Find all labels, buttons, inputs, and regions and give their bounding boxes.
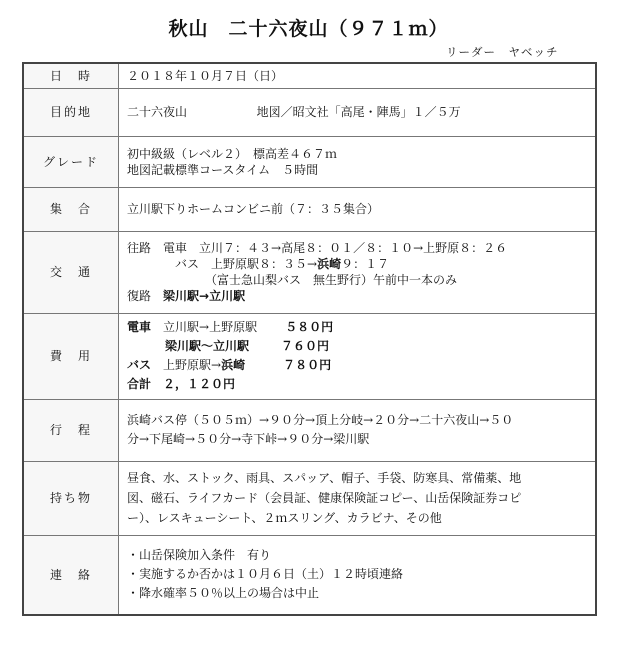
destination-map: 地図／昭文社「高尾・陣馬」１／５万 <box>256 105 461 119</box>
contact-item-2: ・実施するか否かは１０月６日（土）１２時頃連絡 <box>127 567 404 582</box>
value-transit <box>119 231 597 313</box>
value-meeting: 立川駅下りホームコンビニ前（７：３５集合） <box>119 187 597 231</box>
outbound-bus: バス 上野原駅８：３５→ <box>175 257 318 271</box>
cost-train-route: 立川駅→上野原駅 <box>163 320 258 334</box>
cost-total <box>127 375 591 394</box>
grade-line-1: 初中級級（レベル２） 標高差４６７ｍ <box>127 146 338 161</box>
return-route: 梁川駅→立川駅 <box>163 289 246 303</box>
destination-name: 二十六夜山 <box>127 105 188 119</box>
row-meeting <box>23 187 596 231</box>
page-title: 秋山 二十六夜山（９７１ｍ） <box>168 18 449 40</box>
cost-train-fare: ５８０円 <box>285 320 334 334</box>
grade-line-2: 地図記載標準コースタイム ５時間 <box>127 162 319 177</box>
cost-total-label: 合計 <box>127 377 152 391</box>
row-gear <box>23 461 596 535</box>
cost-bus-route: 上野原駅→ <box>163 358 222 372</box>
plan-table <box>22 62 597 616</box>
cost-train <box>127 318 591 337</box>
value-gear <box>119 461 597 535</box>
value-date: ２０１８年１０月７日（日） <box>119 63 597 88</box>
bus-destination: 浜崎 <box>317 257 342 271</box>
transit-train <box>127 240 591 256</box>
cost-bus-fare: ７８０円 <box>283 358 332 372</box>
gear-line-1: 昼食、水、ストック、雨具、スパッア、帽子、手袋、防寒具、常備薬、地 <box>127 471 522 485</box>
value-grade <box>119 136 597 187</box>
outbound-train: 電車 立川７：４３→高尾８：０１／８：１０→上野原８：２６ <box>163 241 508 255</box>
cost-total-value: ２，１２０円 <box>163 377 236 391</box>
value-course <box>119 399 597 461</box>
label-destination: 目的地 <box>23 88 119 136</box>
bus-arrival: ９：１７ <box>341 257 390 271</box>
row-destination <box>23 88 596 136</box>
row-grade <box>23 136 596 187</box>
transit-return <box>127 288 591 304</box>
course-line-2: 分→下尾崎→５０分→寺下峠→９０分→梁川駅 <box>127 432 370 446</box>
label-cost: 費 用 <box>23 313 119 399</box>
cost-bus <box>127 356 591 375</box>
label-grade: グレード <box>23 136 119 187</box>
row-transit <box>23 231 596 313</box>
label-meeting: 集 合 <box>23 187 119 231</box>
row-contact <box>23 535 596 615</box>
cost-return-route: 梁川駅〜立川駅 <box>165 339 250 353</box>
leader-name: リーダー ヤベッチ <box>446 45 559 59</box>
label-contact: 連 絡 <box>23 535 119 615</box>
value-contact <box>119 535 597 615</box>
contact-item-3: ・降水確率５０％以上の場合は中止 <box>127 586 320 601</box>
transit-bus-note <box>127 272 591 288</box>
label-transit: 交 通 <box>23 231 119 313</box>
label-course: 行 程 <box>23 399 119 461</box>
label-date: 日 時 <box>23 63 119 88</box>
outbound-tag: 往路 <box>127 241 152 255</box>
cost-return-fare: ７６０円 <box>281 339 330 353</box>
row-date <box>23 63 596 88</box>
row-cost <box>23 313 596 399</box>
contact-item-1: ・山岳保険加入条件 有り <box>127 548 272 563</box>
value-cost <box>119 313 597 399</box>
bus-note: （富士急山梨バス 無生野行）午前中一本のみ <box>205 273 458 287</box>
cost-train-tag: 電車 <box>127 320 152 334</box>
cost-bus-destination: 浜崎 <box>221 358 246 372</box>
cost-return <box>127 337 591 356</box>
transit-bus <box>127 256 591 272</box>
label-gear: 持ち物 <box>23 461 119 535</box>
course-line-1: 浜崎バス停（５０５ｍ）→９０分→頂上分岐→２０分→二十六夜山→５０ <box>127 413 514 427</box>
return-tag: 復路 <box>127 289 152 303</box>
gear-line-2: 図、磁石、ライフカード（会員証、健康保険証コピー、山岳保険証券コピ <box>127 491 522 505</box>
gear-line-3: ー）、レスキューシート、２ｍスリング、カラビナ、その他 <box>127 511 442 525</box>
value-destination <box>119 88 597 136</box>
row-course <box>23 399 596 461</box>
cost-bus-tag: バス <box>127 358 152 372</box>
